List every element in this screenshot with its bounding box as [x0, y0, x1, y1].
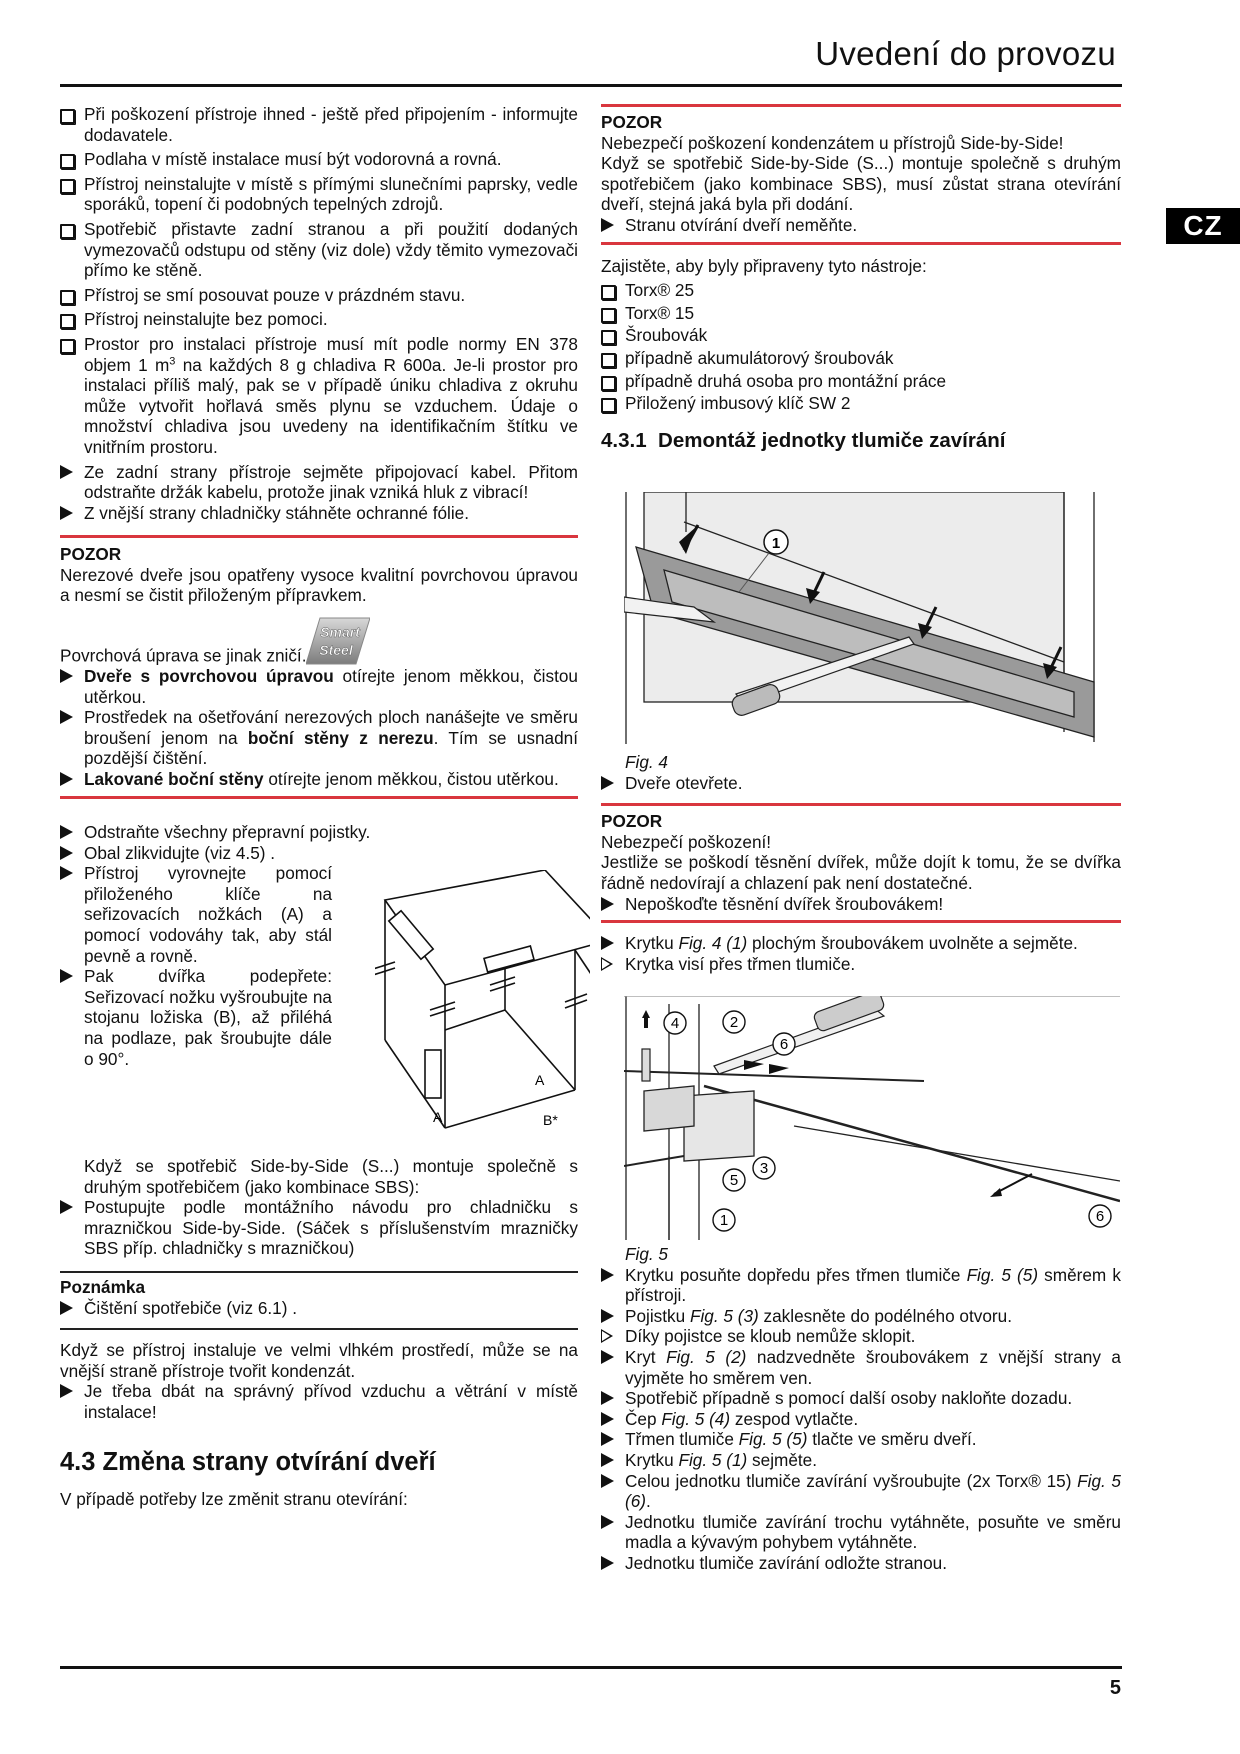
section-heading-4-3: 4.3 Změna strany otvírání dveří: [60, 1447, 436, 1476]
svg-text:A: A: [535, 1072, 545, 1088]
checklist-item: Přístroj neinstalujte bez pomoci.: [60, 309, 578, 330]
page-number: 5: [1109, 1677, 1121, 1699]
checklist-item: Při poškození přístroje ihned - ještě před připojením - informujte dodavatele.: [60, 104, 578, 145]
checkbox-icon: [60, 109, 75, 124]
action-arrow-icon: [601, 1453, 614, 1467]
action-item: Ze zadní strany přístroje sejměte připojovací kabel. Přitom odstraňte držák kabelu, protože jinak vzniká hluk z vibrací!: [60, 462, 578, 503]
action-item: Přístroj vyrovnejte pomocí přiloženého klíče na seřizovacích nožkách (A) a pomocí vodováhy tak, aby stál pevně a rovně.: [60, 863, 332, 966]
right-column-mid: [601, 752, 1121, 974]
svg-text:Smart: Smart: [320, 624, 361, 641]
caution-title: POZOR: [601, 811, 663, 832]
action-arrow-icon: [601, 1412, 614, 1426]
tool-item: případně druhá osoba pro montážní práce: [601, 371, 1121, 392]
svg-text:6: 6: [779, 1036, 789, 1053]
svg-text:2: 2: [729, 1014, 739, 1031]
note-item: Čištění spotřebiče (viz 6.1) .: [60, 1298, 578, 1319]
result-arrow-icon: [601, 1329, 613, 1343]
note-box: [60, 1277, 578, 1318]
action-arrow-icon: [601, 1350, 614, 1364]
step-item: Krytku Fig. 4 (1) plochým šroubovákem uvolněte a sejměte.: [601, 933, 1121, 954]
tools-list: [601, 280, 1121, 414]
checkbox-icon: [60, 290, 75, 305]
step-item: Celou jednotku tlumiče zavírání vyšroubujte (2x Torx® 15) Fig. 5 (6).: [601, 1471, 1121, 1512]
step-item: Krytku posuňte dopředu přes třmen tlumiče Fig. 5 (5) směrem k přístroji.: [601, 1265, 1121, 1306]
svg-text:4: 4: [670, 1015, 680, 1032]
action-arrow-icon: [601, 1432, 614, 1446]
action-arrow-icon: [60, 866, 73, 880]
svg-text:6: 6: [1095, 1208, 1105, 1225]
action-arrow-icon: [601, 1556, 614, 1570]
checkbox-icon: [60, 179, 75, 194]
caution-box-stainless: [60, 544, 578, 789]
action-arrow-icon: [60, 669, 73, 683]
svg-text:Steel: Steel: [319, 642, 354, 659]
action-arrow-icon: [60, 465, 73, 479]
levelling-figure: [375, 870, 590, 1135]
result-arrow-icon: [601, 957, 613, 971]
section-intro: V případě potřeby lze změnit stranu otevírání:: [60, 1488, 408, 1509]
caution-box-seal: POZOR Nebezpečí poškození! Jestliže se poškodí těsnění dvířek, může dojít k tomu, že se dvířka řádně nedovírají a chlazení pak není dostatečné. Nepoškoďte těsnění dvířek šroubovákem!: [601, 811, 1121, 914]
smart-steel-logo: [306, 616, 370, 666]
checklist-item-room-volume: Prostor pro instalaci přístroje musí mít podle normy EN 378 objem 1 $m^3$ na každých 8 g chladiva R 600a. Je-li prostor pro instalaci příliš malý, pak se v případě úniku chladiva z okruhu může vytvořit hořlavá směs plynu se vzduchem. Údaje o množství chladiva jsou uvedeny na identifikačním štítku ve vnitřním prostoru.: [60, 334, 578, 458]
action-arrow-icon: [601, 897, 614, 911]
action-arrow-icon: [601, 1309, 614, 1323]
action-arrow-icon: [60, 772, 73, 786]
action-arrow-icon: [601, 776, 614, 790]
checkbox-icon: [601, 330, 616, 345]
steps-list-b: [601, 1265, 1121, 1574]
action-arrow-icon: [601, 218, 614, 232]
action-arrow-icon: [60, 846, 73, 860]
result-item: Krytka visí přes třmen tlumiče.: [601, 954, 1121, 975]
step-item: Spotřebič případně s pomocí další osoby nakloňte dozadu.: [601, 1388, 1121, 1409]
step-item: Třmen tlumiče Fig. 5 (5) tlačte ve směru dveří.: [601, 1429, 1121, 1450]
sbs-text: Když se spotřebič Side-by-Side (S...) montuje společně s druhým spotřebičem (jako kombinace SBS):: [84, 1156, 578, 1197]
figure-4-caption: Fig. 4: [625, 752, 668, 772]
svg-text:B*: B*: [543, 1112, 558, 1128]
action-arrow-icon: [60, 1200, 73, 1214]
checkbox-icon: [601, 308, 616, 323]
note-rule: [60, 1271, 578, 1273]
checkbox-icon: [601, 353, 616, 368]
tool-item: Torx® 15: [601, 303, 1121, 324]
tool-item: případně akumulátorový šroubovák: [601, 348, 1121, 369]
action-arrow-icon: [60, 1301, 73, 1315]
checkbox-icon: [601, 376, 616, 391]
action-arrow-icon: [601, 936, 614, 950]
action-item: Dveře otevřete.: [601, 773, 1121, 794]
tools-intro: Zajistěte, aby byly připraveny tyto nástroje:: [601, 255, 927, 276]
steps-list-a: [601, 933, 1121, 974]
action-arrow-icon: [601, 1268, 614, 1282]
caution-rule: [601, 242, 1121, 245]
levelling-actions: [60, 822, 371, 1069]
care-item-stainless-sides: Prostředek na ošetřování nerezových ploch nanášejte ve směru broušení jenom na boční stěny z nerezu. Tím se usnadní pozdější čištění.: [60, 707, 578, 769]
checkbox-icon: [60, 314, 75, 329]
header-rule: [60, 84, 1122, 87]
checkbox-icon: [60, 224, 75, 239]
caution-rule: [601, 104, 1121, 107]
caution-title: POZOR: [601, 112, 663, 132]
action-item: Obal zlikvidujte (viz 4.5) .: [60, 843, 524, 864]
caution-title: POZOR: [60, 544, 122, 565]
action-arrow-icon: [60, 710, 73, 724]
caution-rule: [60, 796, 578, 799]
care-item-coated-doors: Dveře s povrchovou úpravou otírejte jenom měkkou, čistou utěrkou.: [60, 666, 578, 707]
action-arrow-icon: [60, 825, 73, 839]
checkbox-icon: [601, 398, 616, 413]
caution-text: Nerezové dveře jsou opatřeny vysoce kvalitní povrchovou úpravou a nesmí se čistit přiloženým přípravkem.: [60, 564, 578, 606]
svg-text:5: 5: [729, 1172, 739, 1189]
checklist-item: Podlaha v místě instalace musí být vodorovná a rovná.: [60, 149, 578, 170]
svg-text:A: A: [433, 1109, 443, 1125]
install-checklist: [60, 104, 578, 330]
subsection-heading-4-3-1: 4.3.1 Demontáž jednotky tlumiče zavírání: [601, 428, 1006, 452]
action-arrow-icon: [601, 1515, 614, 1529]
note-title: Poznámka: [60, 1276, 146, 1297]
humid-text: Když se přístroj instaluje ve velmi vlhkém prostředí, může se na vnější straně přístroje tvořit kondenzát.: [60, 1340, 578, 1381]
action-item: Z vnější strany chladničky stáhněte ochranné fólie.: [60, 503, 578, 524]
note-rule: [60, 1328, 578, 1330]
left-column-lower: [60, 1156, 578, 1509]
caution-rule: [60, 535, 578, 538]
action-arrow-icon: [601, 1474, 614, 1488]
action-list: [60, 462, 578, 524]
svg-text:1: 1: [719, 1212, 729, 1229]
language-tab: CZ: [1166, 208, 1240, 244]
figure-5-caption: Fig. 5: [625, 1244, 668, 1264]
tool-item: Přiložený imbusový klíč SW 2: [601, 393, 1121, 414]
action-item: Postupujte podle montážního návodu pro chladničku s mrazničkou Side-by-Side. (Sáček s příslušenstvím mrazničky SBS příp. chladničky s mrazničkou): [60, 1197, 578, 1259]
svg-text:3: 3: [759, 1160, 769, 1177]
step-item: Jednotku tlumiče zavírání trochu vytáhněte, posuňte ve směru madla a kývavým pohybem vytáhněte.: [601, 1512, 1121, 1553]
checklist-item: Přístroj se smí posouvat pouze v prázdném stavu.: [60, 285, 578, 306]
checklist-item: Spotřebič přistavte zadní stranou a při použití dodaných vymezovačů odstupu od stěny (viz dole) vždy těmito vymezovači přímo ke stěně.: [60, 219, 578, 281]
step-item: Krytku Fig. 5 (1) sejměte.: [601, 1450, 1121, 1471]
caution-rule: [601, 920, 1121, 923]
action-item: Je třeba dbát na správný přívod vzduchu a větrání v místě instalace!: [60, 1381, 578, 1422]
right-column-lower: [601, 1244, 1121, 1574]
tool-item: Torx® 25: [601, 280, 1121, 301]
left-column: [60, 104, 578, 799]
caution-box-sbs: POZOR Nebezpečí poškození kondenzátem u přístrojů Side-by-Side! Když se spotřebič Side-by-Side (S...) montuje společně s druhým spotřebičem (jako kombinace SBS), musí zůstat strana otevírání dveří, stejná jaká byla při dodání. Stranu otvírání dveří neměňte.: [601, 112, 1121, 235]
step-item: Pojistku Fig. 5 (3) zaklesněte do podélného otvoru.: [601, 1306, 1121, 1327]
figure-5-damper-unit: [624, 996, 1120, 1240]
checkbox-icon: [60, 154, 75, 169]
action-item: Stranu otvírání dveří neměňte.: [601, 215, 1121, 236]
step-item: Jednotku tlumiče zavírání odložte stranou.: [601, 1553, 1121, 1574]
action-arrow-icon: [60, 969, 73, 983]
svg-text:1: 1: [771, 535, 781, 552]
action-item: Pak dvířka podepřete: Seřizovací nožku vyšroubujte na stojanu ložiska (B), až přiléhá na podlaze, pak šroubujte dále o 90°.: [60, 966, 332, 1069]
action-item: Nepoškoďte těsnění dvířek šroubovákem!: [601, 894, 1121, 915]
page-title: Uvedení do provozu: [815, 35, 1116, 72]
right-column: [601, 104, 1121, 454]
step-item: Čep Fig. 5 (4) zespod vytlačte.: [601, 1409, 1121, 1430]
footer-rule: [60, 1666, 1122, 1669]
step-item: Kryt Fig. 5 (2) nadzvedněte šroubovákem z vnější strany a vyjměte ho směrem ven.: [601, 1347, 1121, 1388]
checkbox-icon: [601, 285, 616, 300]
action-item: Odstraňte všechny přepravní pojistky.: [60, 822, 524, 843]
care-item-painted-sides: Lakované boční stěny otírejte jenom měkkou, čistou utěrkou.: [60, 769, 578, 790]
checkbox-icon: [60, 339, 75, 354]
action-arrow-icon: [60, 506, 73, 520]
figure-4-damper-cover: [624, 492, 1120, 744]
result-item: Díky pojistce se kloub nemůže sklopit.: [601, 1326, 1121, 1347]
action-arrow-icon: [601, 1391, 614, 1405]
checklist-item: Přístroj neinstalujte v místě s přímými slunečními paprsky, vedle sporáků, topení či podobných tepelných zdrojů.: [60, 174, 578, 215]
caution-rule: [601, 803, 1121, 806]
action-arrow-icon: [60, 1384, 73, 1398]
caution-text-2: Povrchová úprava se jinak zničí.: [60, 645, 307, 666]
tool-item: Šroubovák: [601, 325, 1121, 346]
